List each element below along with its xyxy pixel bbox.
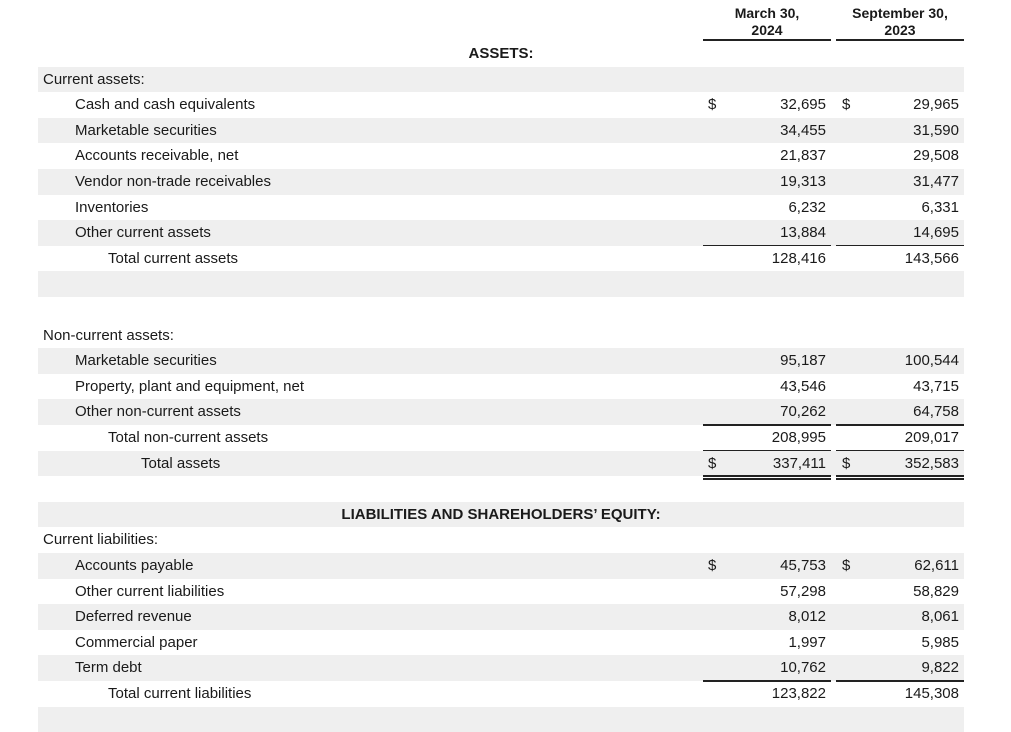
value-march-2024: 6,232 — [788, 198, 826, 216]
value-september-2023: 209,017 — [904, 429, 959, 446]
value-march-2024: 337,411 — [772, 454, 826, 472]
line-item-label: Marketable securities — [75, 121, 217, 139]
value-september-2023: 29,508 — [913, 147, 959, 165]
currency-symbol: $ — [708, 96, 717, 114]
line-item-row — [38, 604, 964, 630]
line-item-row — [38, 118, 964, 144]
value-march-2024: 8,012 — [788, 608, 826, 626]
value-september-2023: 14,695 — [913, 224, 959, 242]
column-header-march-2024: March 30, 2024 — [734, 5, 800, 38]
line-item-row — [38, 655, 964, 681]
column-header-september-2023: September 30, 2023 — [852, 5, 948, 38]
value-march-2024: 13,884 — [780, 224, 826, 242]
value-september-2023: 145,308 — [904, 685, 959, 702]
line-item-label: Other non-current assets — [75, 403, 241, 421]
value-march-2024: 70,262 — [780, 403, 826, 421]
line-item-label: Marketable securities — [75, 352, 217, 370]
currency-symbol: $ — [842, 557, 851, 574]
line-item-label: Other current liabilities — [75, 582, 225, 600]
total-row — [38, 451, 964, 477]
value-march-2024: 43,546 — [780, 377, 826, 395]
value-september-2023: 43,715 — [913, 377, 959, 395]
currency-symbol: $ — [842, 454, 851, 472]
line-item-row — [38, 143, 964, 169]
value-march-2024: 32,695 — [780, 96, 826, 114]
section-heading-row — [38, 41, 964, 67]
line-item-label: Term debt — [75, 659, 142, 677]
value-march-2024: 21,837 — [780, 147, 826, 165]
total-label: Total non-current assets — [108, 429, 269, 446]
line-item-row — [38, 348, 964, 374]
line-item-row — [38, 399, 964, 425]
value-march-2024: 10,762 — [780, 659, 826, 677]
line-item-row — [38, 374, 964, 400]
value-september-2023: 31,477 — [913, 173, 959, 190]
currency-symbol: $ — [842, 96, 851, 114]
line-item-row — [38, 220, 964, 246]
value-september-2023: 29,965 — [913, 96, 959, 114]
currency-symbol: $ — [708, 454, 717, 472]
total-row — [38, 681, 964, 707]
line-item-row — [38, 630, 964, 656]
line-item-label: Cash and cash equivalents — [75, 96, 256, 114]
value-march-2024: 45,753 — [780, 557, 826, 574]
group-label: Non-current assets: — [43, 326, 174, 344]
spacer-row — [38, 271, 964, 297]
line-item-row — [38, 553, 964, 579]
value-september-2023: 6,331 — [921, 198, 959, 216]
group-heading-row — [38, 323, 964, 349]
line-item-label: Vendor non-trade receivables — [75, 173, 271, 190]
line-item-label: Inventories — [75, 198, 149, 216]
spacer-row — [38, 476, 964, 502]
value-september-2023: 5,985 — [921, 633, 959, 651]
line-item-row — [38, 579, 964, 605]
line-item-label: Other current assets — [75, 224, 211, 242]
group-heading-row — [38, 67, 964, 93]
line-item-label: Property, plant and equipment, net — [75, 377, 305, 395]
value-september-2023: 8,061 — [921, 608, 959, 626]
currency-symbol: $ — [708, 557, 717, 574]
value-march-2024: 34,455 — [780, 121, 826, 139]
value-march-2024: 95,187 — [780, 352, 826, 370]
value-march-2024: 19,313 — [780, 173, 826, 190]
value-september-2023: 143,566 — [904, 249, 959, 267]
section-heading: LIABILITIES AND SHAREHOLDERS’ EQUITY: — [341, 505, 661, 523]
line-item-label: Accounts payable — [75, 557, 194, 574]
value-september-2023: 9,822 — [921, 659, 959, 677]
value-march-2024: 128,416 — [771, 249, 826, 267]
value-september-2023: 100,544 — [904, 352, 959, 370]
value-september-2023: 352,583 — [904, 454, 959, 472]
line-item-label: Deferred revenue — [75, 608, 192, 626]
total-row — [38, 425, 964, 451]
value-march-2024: 208,995 — [771, 429, 826, 446]
group-heading-row — [38, 527, 964, 553]
line-item-label: Accounts receivable, net — [75, 147, 239, 165]
value-march-2024: 1,997 — [788, 633, 826, 651]
value-march-2024: 123,822 — [771, 685, 826, 702]
line-item-row — [38, 195, 964, 221]
value-march-2024: 57,298 — [780, 582, 826, 600]
line-item-row — [38, 92, 964, 118]
value-september-2023: 58,829 — [913, 582, 959, 600]
value-september-2023: 62,611 — [914, 557, 959, 574]
line-item-row — [38, 169, 964, 195]
total-label: Total current assets — [108, 249, 239, 267]
value-september-2023: 31,590 — [913, 121, 959, 139]
total-row — [38, 246, 964, 272]
total-label: Total current liabilities — [108, 685, 252, 702]
section-heading: ASSETS: — [468, 45, 534, 62]
spacer-row — [38, 297, 964, 323]
value-september-2023: 64,758 — [913, 403, 959, 421]
section-heading-row — [38, 502, 964, 528]
group-label: Current assets: — [43, 70, 145, 88]
spacer-row — [38, 707, 964, 732]
group-label: Current liabilities: — [43, 531, 159, 549]
total-label: Total assets — [141, 454, 221, 472]
line-item-label: Commercial paper — [75, 633, 198, 651]
